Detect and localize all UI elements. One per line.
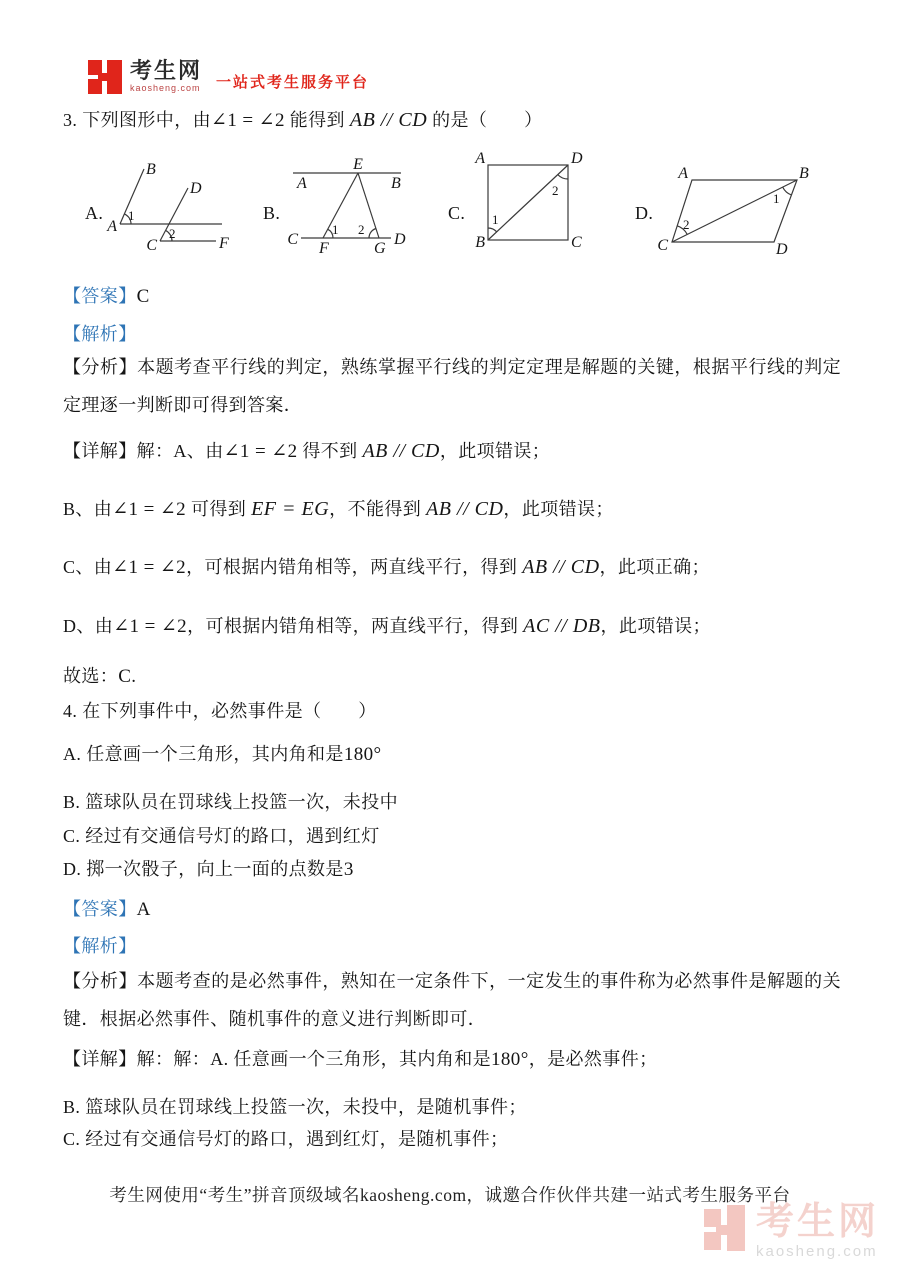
- q3-figure-c-label: C.: [448, 203, 466, 223]
- q3-figure-d: [650, 166, 810, 260]
- svg-text:A: A: [475, 150, 485, 167]
- q3-fenxi-paragraph: 【分析】本题考查平行线的判定，熟练掌握平行线的判定定理是解题的关键，根据平行线的判定定理逐一判断即可得到答案．: [63, 357, 841, 415]
- svg-text:D: D: [776, 241, 788, 258]
- watermark: [704, 1203, 879, 1259]
- logo-tagline: 一站式考生服务平台: [216, 74, 370, 91]
- q3-figure-d-label: D.: [635, 203, 654, 223]
- svg-text:C: C: [657, 237, 668, 254]
- q4-option-a: A. 任意画一个三角形，其内角和是180°: [63, 744, 382, 765]
- svg-text:A: A: [107, 218, 117, 235]
- q3-detail-d: D、由∠1 = ∠2，可根据内错角相等，两直线平行，得到 AC // DB，此项错误；: [63, 615, 711, 637]
- q3-stem: 3. 下列图形中，由∠1 = ∠2 能得到 AB // CD 的是（ ）: [63, 109, 543, 131]
- svg-text:C: C: [287, 231, 298, 248]
- svg-text:B: B: [475, 234, 485, 251]
- svg-text:C: C: [146, 237, 157, 254]
- logo-brand: 考生网: [130, 58, 203, 83]
- q4-option-b: B. 篮球队员在罚球线上投篮一次，未投中: [63, 792, 399, 812]
- q3-figure-a: [100, 160, 235, 255]
- q4-option-c: C. 经过有交通信号灯的路口，遇到红灯: [63, 826, 380, 846]
- q4-stem: 4. 在下列事件中，必然事件是（ ）: [63, 701, 377, 721]
- svg-text:D: D: [571, 150, 583, 167]
- figure-c-diagram: [470, 150, 582, 250]
- figure-d-diagram: [650, 166, 810, 260]
- svg-text:B: B: [799, 165, 809, 182]
- svg-text:B: B: [146, 161, 156, 178]
- q3-detail-b: B、由∠1 = ∠2 可得到 EF = EG，不能得到 AB // CD，此项错误；: [63, 498, 614, 520]
- q4-answer-line: 【答案】A: [63, 899, 151, 920]
- q4-detail-c: C. 经过有交通信号灯的路口，遇到红灯，是随机事件；: [63, 1129, 509, 1149]
- svg-text:1: 1: [492, 212, 499, 227]
- q4-detail-b: B. 篮球队员在罚球线上投篮一次，未投中，是随机事件；: [63, 1097, 527, 1117]
- figure-a-diagram: [100, 160, 235, 255]
- q4-fenxi-paragraph: 【分析】本题考查的是必然事件，熟知在一定条件下，一定发生的事件称为必然事件是解题的关键．根据必然事件、随机事件的意义进行判断即可．: [63, 971, 841, 1029]
- q3-jiexi-line: 【解析】: [63, 324, 137, 344]
- watermark-domain: kaosheng.com: [756, 1243, 878, 1260]
- svg-text:1: 1: [332, 222, 339, 237]
- watermark-logo-icon: [704, 1203, 746, 1251]
- header-logo: [88, 60, 369, 94]
- svg-text:A: A: [297, 175, 307, 192]
- figure-b-diagram: [283, 158, 408, 257]
- q3-figure-a-label: A.: [85, 203, 104, 223]
- svg-text:2: 2: [683, 217, 690, 232]
- q3-figure-b: [283, 158, 408, 257]
- svg-text:2: 2: [552, 183, 559, 198]
- svg-text:C: C: [571, 234, 582, 251]
- svg-text:1: 1: [128, 208, 135, 223]
- q4-option-d: D. 掷一次骰子，向上一面的点数是3: [63, 859, 354, 880]
- svg-text:G: G: [374, 240, 386, 257]
- q3-answer-line: 【答案】C: [63, 286, 150, 307]
- svg-text:D: D: [190, 180, 202, 197]
- logo-domain: kaosheng.com: [130, 83, 201, 93]
- q3-figure-b-label: B.: [263, 203, 281, 223]
- q3-figure-c: [470, 150, 582, 250]
- svg-text:D: D: [394, 231, 406, 248]
- logo-text-block: [130, 60, 202, 93]
- svg-text:2: 2: [169, 226, 176, 241]
- footer-text: 考生网使用“考生”拼音顶级域名kaosheng.com，诚邀合作伙伴共建一站式考生服务平台: [109, 1185, 791, 1205]
- kaosheng-logo-icon: [88, 60, 122, 94]
- q3-detail-c: C、由∠1 = ∠2，可根据内错角相等，两直线平行，得到 AB // CD，此项正确；: [63, 556, 710, 578]
- q4-jiexi-line: 【解析】: [63, 936, 137, 956]
- q3-detail-a: 【详解】解：A、由∠1 = ∠2 得不到 AB // CD，此项错误；: [63, 440, 551, 462]
- watermark-brand: 考生网: [756, 1201, 880, 1243]
- svg-text:1: 1: [773, 191, 780, 206]
- svg-text:E: E: [353, 156, 363, 173]
- svg-text:A: A: [678, 165, 688, 182]
- svg-text:F: F: [219, 235, 229, 252]
- svg-text:F: F: [319, 240, 329, 257]
- svg-text:2: 2: [358, 222, 365, 237]
- q3-conclusion: 故选：C.: [63, 666, 137, 687]
- q4-detail-a: 【详解】解：解：A. 任意画一个三角形，其内角和是180°，是必然事件；: [63, 1049, 658, 1070]
- svg-text:B: B: [391, 175, 401, 192]
- watermark-text-block: [756, 1203, 879, 1259]
